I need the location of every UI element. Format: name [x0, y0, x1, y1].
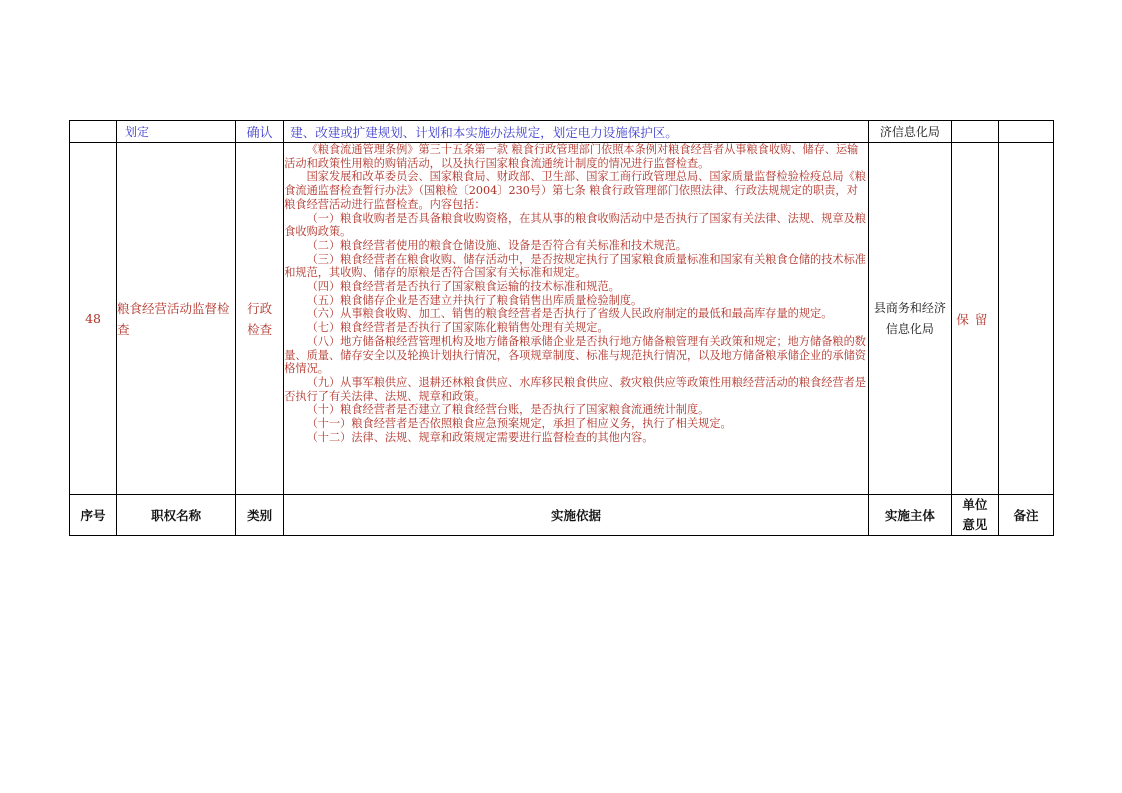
basis-paragraph: （五）粮食储存企业是否建立并执行了粮食销售出库质量检验制度。 [306, 293, 643, 307]
basis-paragraph: （一）粮食收购者是否具备粮食收购资格，在其从事的粮食收购活动中是否执行了国家有关法律、法规、规章及粮食收购政策。 [284, 211, 866, 239]
table-row-48 [70, 143, 1054, 495]
basis-paragraph: （六）从事粮食收购、加工、销售的粮食经营者是否执行了省级人民政府制定的最低和最高库存量的规定。 [306, 307, 833, 321]
basis-cell: 建、改建或扩建规划、计划和本实施办法规定，划定电力设施保护区。 [284, 121, 869, 143]
basis-paragraph: （十二）法律、法规、规章和政策规定需要进行监督检查的其他内容。 [306, 430, 654, 444]
header-category: 类别 [236, 495, 284, 536]
header-name: 职权名称 [117, 495, 236, 536]
remarks-cell [998, 121, 1053, 143]
department-cell: 县商务和经济信息化局 [868, 143, 951, 495]
basis-paragraph: （八）地方储备粮经营管理机构及地方储备粮承储企业是否执行地方储备粮管理有关政策和规定；地方储备粮的数量、质量、储存安全以及轮换计划执行情况，各项规章制度、标准与规范执行情况，以及地方储备粮承储企业的承储资格情况。 [284, 334, 866, 376]
header-number: 序号 [70, 495, 117, 536]
basis-paragraph: （七）粮食经营者是否执行了国家陈化粮销售处理有关规定。 [306, 321, 609, 335]
header-department: 实施主体 [868, 495, 951, 536]
basis-paragraph: （三）粮食经营者在粮食收购、储存活动中，是否按规定执行了国家粮食质量标准和国家有关粮食仓储的技术标准和规范，其收购、储存的原粮是否符合国家有关标准和规定。 [284, 252, 866, 280]
opinion-cell: 保留 [951, 143, 998, 495]
number-cell [70, 121, 117, 143]
header-opinion [951, 495, 998, 536]
department-cell: 济信息化局 [868, 121, 951, 143]
table-row-continued [70, 121, 1054, 143]
basis-paragraph: 《粮食流通管理条例》第三十五条第一款 粮食行政管理部门依照本条例对粮食经营者从事粮食收购、储存、运输活动和政策性用粮的购销活动，以及执行国家粮食流通统计制度的情况进行监督检查。 [284, 143, 859, 170]
category-cell [236, 143, 284, 495]
basis-paragraph: （二）粮食经营者使用的粮食仓储设施、设备是否符合有关标准和技术规范。 [306, 238, 687, 252]
name-cell: 粮食经营活动监督检查 [117, 143, 236, 495]
number-cell: 48 [70, 143, 117, 495]
header-opinion-label: 单位意见 [962, 497, 988, 532]
header-basis: 实施依据 [284, 495, 869, 536]
basis-paragraph: （九）从事军粮供应、退耕还林粮食供应、水库移民粮食供应、救灾粮供应等政策性用粮经营活动的粮食经营者是否执行了有关法律、法规、规章和政策。 [284, 375, 866, 403]
remarks-cell [998, 143, 1053, 495]
name-cell: 划定 [117, 121, 236, 143]
basis-paragraph: （四）粮食经营者是否执行了国家粮食运输的技术标准和规范。 [306, 280, 620, 294]
category-cell: 确认 [236, 121, 284, 143]
basis-paragraph: （十）粮食经营者是否建立了粮食经营台账，是否执行了国家粮食流通统计制度。 [306, 403, 710, 417]
basis-paragraph: （十一）粮食经营者是否依照粮食应急预案规定，承担了相应义务，执行了相关规定。 [306, 417, 732, 431]
opinion-cell [951, 121, 998, 143]
basis-cell [284, 143, 869, 495]
category-label: 行政检查 [247, 300, 273, 337]
authority-table [69, 120, 1054, 536]
header-remarks: 备注 [998, 495, 1053, 536]
basis-paragraph: 国家发展和改革委员会、国家粮食局、财政部、卫生部、国家工商行政管理总局、国家质量监督检验检疫总局《粮食流通监督检查暂行办法》（国粮检〔2004〕230号）第七条 粮食行政管理部门依照法律、行政法规规定的职责，对粮食经营活动进行监督检查。内容包括： [284, 170, 866, 211]
table-header-row [70, 495, 1054, 536]
